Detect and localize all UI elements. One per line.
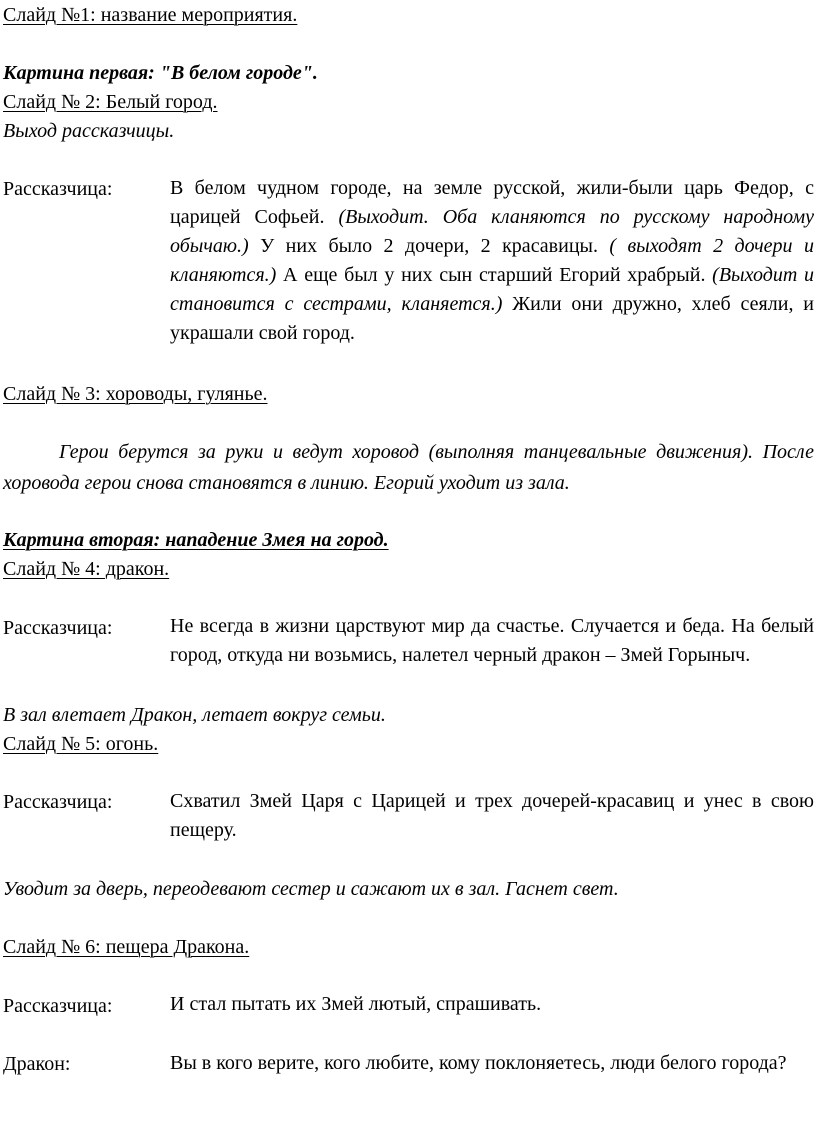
narrator-1-direction-1: (Выходит. Оба кланяются по русскому народному обычаю.) [170, 206, 814, 257]
speaker-narrator-3: Рассказчица: [3, 791, 113, 813]
narrator-2-line: Не всегда в жизни царствуют мир да счастье. Случается и беда. На белый город, откуда ни возьмись, налетел черный дракон – Змей Горыныч. [170, 615, 814, 666]
speaker-narrator-1: Рассказчица: [3, 178, 113, 200]
narrator-1-text-2: У них было 2 дочери, 2 красавицы. [248, 235, 610, 257]
stage-direction-narrator-exit: Выход рассказчицы. [3, 120, 175, 142]
narrator-4-line: И стал пытать их Змей лютый, спрашивать. [170, 993, 542, 1015]
narrator-1-text-1: В белом чудном городе, на земле русской, жили-были царь Федор, с царицей Софьей. [170, 177, 814, 228]
slide-2-heading: Слайд № 2: Белый город. [3, 91, 218, 113]
narrator-3-line: Схватил Змей Царя с Царицей и трех дочерей-красавиц и унес в свою пещеру. [170, 790, 814, 841]
stage-direction-dance: Герои берутся за руки и ведут хоровод (выполняя танцевальные движения). После хоровода герои снова становятся в линию. Егорий уходит из зала. [3, 441, 814, 494]
speaker-dragon-1: Дракон: [3, 1053, 71, 1075]
dragon-1-line: Вы в кого верите, кого любите, кому поклоняетесь, люди белого города? [170, 1052, 787, 1074]
slide-1-heading: Слайд №1: название мероприятия. [3, 4, 298, 26]
narrator-1-text-3: А еще был у них сын старший Егорий храбрый. [276, 264, 713, 286]
slide-3-heading: Слайд № 3: хороводы, гулянье. [3, 383, 268, 405]
narrator-1-direction-2: ( выходят 2 дочери и кланяются.) [170, 235, 814, 286]
narrator-1-line [170, 174, 814, 348]
scene-2-title: Картина вторая: нападение Змея на город. [3, 529, 389, 551]
scene-1-title: Картина первая: "В белом городе". [3, 62, 318, 84]
speaker-narrator-2: Рассказчица: [3, 617, 113, 639]
speaker-narrator-4: Рассказчица: [3, 995, 113, 1017]
narrator-1-direction-3: (Выходит и становится с сестрами, кланяется.) [170, 264, 814, 315]
slide-4-heading: Слайд № 4: дракон. [3, 558, 170, 580]
stage-direction-lights-out: Уводит за дверь, переодевают сестер и сажают их в зал. Гаснет свет. [3, 878, 619, 900]
stage-direction-dragon-enters: В зал влетает Дракон, летает вокруг семьи. [3, 704, 386, 726]
slide-6-heading: Слайд № 6: пещера Дракона. [3, 936, 250, 958]
narrator-1-text-4: Жили они дружно, хлеб сеяли, и украшали свой город. [170, 293, 815, 344]
slide-5-heading: Слайд № 5: огонь. [3, 733, 159, 755]
